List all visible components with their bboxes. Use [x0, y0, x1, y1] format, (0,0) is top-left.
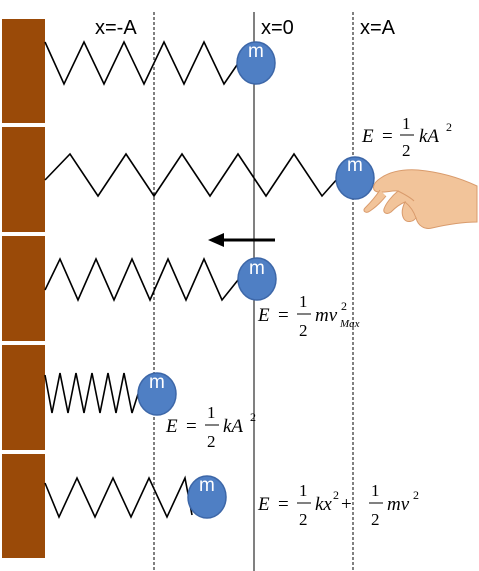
eq-exponent: 2	[446, 120, 452, 134]
eq-denominator: 2	[207, 432, 216, 451]
eq-term: kA	[223, 416, 244, 437]
wall-block	[2, 236, 45, 341]
eq-numerator: 1	[371, 481, 380, 500]
eq-exponent: 2	[333, 488, 339, 502]
mass-label: m	[249, 258, 265, 279]
eq-exponent: 2	[413, 488, 419, 502]
equation-spring-amplitude-2	[165, 403, 256, 451]
mass-row-2	[336, 155, 374, 199]
mass-row-1	[237, 41, 275, 84]
mass-row-3	[238, 258, 276, 300]
hand-icon	[364, 170, 477, 229]
eq-term: mv	[387, 494, 410, 515]
eq-exponent: 2	[341, 299, 347, 313]
wall-block	[2, 127, 45, 232]
eq-term: kA	[419, 126, 440, 147]
spring-row-5	[45, 478, 192, 517]
equation-kinetic-max	[257, 292, 360, 340]
mass-label: m	[199, 475, 215, 496]
eq-plus: +	[341, 494, 352, 515]
eq-sign: =	[278, 494, 289, 515]
eq-denominator: 2	[299, 321, 308, 340]
eq-denominator: 2	[299, 510, 308, 529]
label-x-neg-a: x=-A	[95, 17, 137, 39]
mass-label: m	[149, 372, 165, 393]
eq-numerator: 1	[299, 481, 308, 500]
wall-block	[2, 19, 45, 123]
eq-sign: =	[278, 305, 289, 326]
eq-denominator: 2	[371, 510, 380, 529]
mass-row-5	[188, 475, 226, 518]
wall-block	[2, 345, 45, 450]
equation-total-energy	[257, 481, 419, 529]
eq-lhs: E	[362, 126, 374, 147]
spring-row-2	[45, 154, 338, 196]
eq-lhs: E	[258, 305, 270, 326]
eq-sign: =	[186, 416, 197, 437]
eq-numerator: 1	[402, 114, 411, 133]
label-x-zero: x=0	[261, 17, 294, 39]
eq-exponent: 2	[250, 410, 256, 424]
eq-subscript: Max	[340, 318, 360, 330]
mass-label: m	[347, 155, 363, 176]
eq-term: kx	[315, 494, 332, 515]
mass-row-4	[138, 372, 176, 415]
label-x-a: x=A	[360, 17, 396, 39]
wall-block	[2, 454, 45, 558]
mass-label: m	[248, 41, 264, 62]
spring-row-3	[45, 259, 238, 300]
equation-spring-amplitude-1	[361, 114, 452, 160]
eq-lhs: E	[258, 494, 270, 515]
spring-row-4	[45, 373, 138, 413]
wall-blocks	[2, 19, 45, 558]
eq-lhs: E	[166, 416, 178, 437]
eq-numerator: 1	[207, 403, 216, 422]
spring-row-1	[45, 42, 239, 84]
eq-denominator: 2	[402, 141, 411, 160]
eq-numerator: 1	[299, 292, 308, 311]
eq-term: mv	[315, 305, 338, 326]
eq-sign: =	[382, 126, 393, 147]
arrow-left-icon	[208, 233, 275, 247]
